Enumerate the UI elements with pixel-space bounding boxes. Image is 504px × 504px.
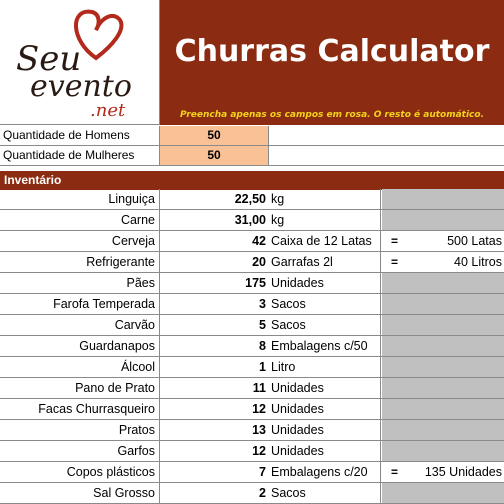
table-row (0, 252, 504, 273)
table-row (0, 399, 504, 420)
table-row (0, 336, 504, 357)
item-unit: Unidades (271, 378, 381, 398)
input-row-homens (0, 126, 504, 146)
item-quantity: 12 (252, 444, 266, 458)
item-name: Pratos (0, 420, 160, 440)
item-quantity: 31,00 (234, 213, 266, 227)
empty-gray-cell (382, 483, 504, 503)
table-row (0, 483, 504, 504)
page-title: Churras Calculator (174, 34, 490, 69)
equals-sign: = (390, 465, 398, 479)
equals-sign: = (390, 234, 398, 248)
item-unit: Embalagens c/50 (271, 336, 381, 356)
table-row (0, 210, 504, 231)
item-name: Facas Churrasqueiro (0, 399, 160, 419)
item-name: Garfos (0, 441, 160, 461)
table-row (0, 378, 504, 399)
logo-suffix: .net (90, 100, 126, 121)
title-banner (160, 0, 504, 125)
empty-gray-cell (382, 420, 504, 440)
empty-gray-cell (382, 357, 504, 377)
item-quantity: 13 (252, 423, 266, 437)
item-unit: Unidades (271, 420, 381, 440)
logo-text-top: Seu (16, 39, 82, 79)
homens-label: Quantidade de Homens (0, 126, 160, 145)
item-unit: Unidades (271, 399, 381, 419)
item-quantity: 2 (259, 486, 266, 500)
table-row (0, 462, 504, 483)
item-quantity: 20 (252, 255, 266, 269)
item-quantity: 7 (259, 465, 266, 479)
item-unit: kg (271, 210, 381, 230)
item-name: Guardanapos (0, 336, 160, 356)
table-row (0, 231, 504, 252)
item-name: Álcool (0, 357, 160, 377)
seu-evento-logo (0, 0, 160, 125)
item-quantity: 5 (259, 318, 266, 332)
table-row (0, 294, 504, 315)
item-total: 135 Unidades (424, 465, 502, 479)
instruction-note: Preencha apenas os campos em rosa. O resto é automático. (180, 110, 484, 120)
item-quantity: 8 (259, 339, 266, 353)
logo-text-bottom: evento (30, 69, 132, 104)
empty-gray-cell (382, 441, 504, 461)
table-row (0, 315, 504, 336)
item-name: Cerveja (0, 231, 160, 251)
item-total: 40 Litros (454, 255, 502, 269)
item-name: Refrigerante (0, 252, 160, 272)
item-unit: Sacos (271, 483, 381, 503)
item-name: Carne (0, 210, 160, 230)
empty-gray-cell (382, 399, 504, 419)
item-unit: kg (271, 189, 381, 209)
item-unit: Embalagens c/20 (271, 462, 381, 482)
input-row-mulheres (0, 146, 504, 166)
item-quantity: 42 (252, 234, 266, 248)
item-name: Copos plásticos (0, 462, 160, 482)
table-row (0, 273, 504, 294)
item-name: Linguiça (0, 189, 160, 209)
section-title-inventario: Inventário (0, 171, 504, 190)
item-name: Farofa Temperada (0, 294, 160, 314)
item-unit: Unidades (271, 441, 381, 461)
empty-gray-cell (382, 189, 504, 209)
homens-input[interactable]: 50 (160, 126, 269, 145)
item-total: 500 Latas (447, 234, 502, 248)
item-quantity: 1 (259, 360, 266, 374)
mulheres-label: Quantidade de Mulheres (0, 146, 160, 165)
item-quantity: 3 (259, 297, 266, 311)
table-row (0, 189, 504, 210)
item-name: Pano de Prato (0, 378, 160, 398)
item-unit: Unidades (271, 273, 381, 293)
table-row (0, 357, 504, 378)
item-quantity: 22,50 (234, 192, 266, 206)
empty-gray-cell (382, 315, 504, 335)
empty-gray-cell (382, 294, 504, 314)
item-unit: Sacos (271, 315, 381, 335)
empty-gray-cell (382, 210, 504, 230)
item-unit: Garrafas 2l (271, 252, 381, 272)
table-row (0, 441, 504, 462)
mulheres-input[interactable]: 50 (160, 146, 269, 165)
item-quantity: 12 (252, 402, 266, 416)
item-unit: Sacos (271, 294, 381, 314)
empty-gray-cell (382, 336, 504, 356)
item-name: Pães (0, 273, 160, 293)
item-name: Sal Grosso (0, 483, 160, 503)
item-quantity: 11 (252, 381, 266, 395)
item-unit: Litro (271, 357, 381, 377)
equals-sign: = (390, 255, 398, 269)
item-unit: Caixa de 12 Latas (271, 231, 381, 251)
empty-gray-cell (382, 273, 504, 293)
item-name: Carvão (0, 315, 160, 335)
item-quantity: 175 (245, 276, 266, 290)
empty-gray-cell (382, 378, 504, 398)
table-row (0, 420, 504, 441)
heart-icon (76, 12, 121, 58)
